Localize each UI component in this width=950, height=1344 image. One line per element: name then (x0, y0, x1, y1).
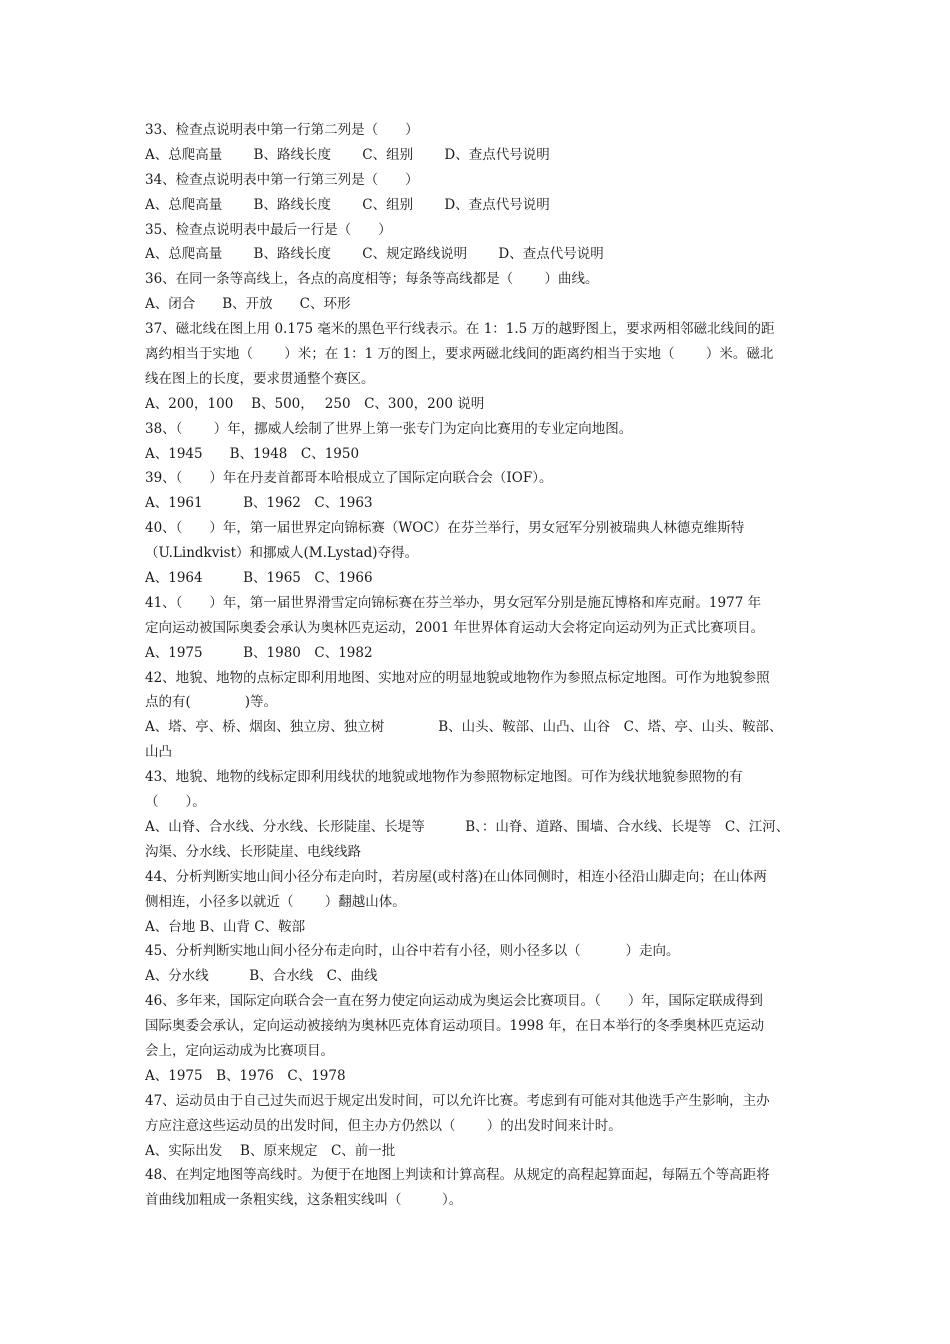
options-36: A、闭合 B、开放 C、环形 (145, 296, 351, 313)
question-36: 36、在同一条等高线上，各点的高度相等；每条等高线都是（ ）曲线。 (145, 271, 599, 288)
question-43-cont: （ ）。 (145, 794, 206, 811)
options-44: A、台地 B、山背 C、鞍部 (145, 918, 306, 935)
options-41: A、1975 B、1980 C、1982 (145, 644, 373, 661)
options-45: A、分水线 B、合水线 C、曲线 (145, 968, 378, 985)
question-47: 47、运动员由于自己过失而迟于规定出发时间，可以允许比赛。考虑到有可能对其他选手产生影响，主办 (145, 1092, 770, 1109)
question-37-cont: 线在图上的长度，要求贯通整个赛区。 (145, 370, 375, 387)
question-40-cont: （U.Lindkvist）和挪威人(M.Lystad)夺得。 (145, 545, 419, 562)
question-37-cont: 离约相当于实地（ ）米；在 1：1 万的图上，要求两磁北线间的距离约相当于实地（ ）米。磁北 (145, 346, 774, 363)
options-35: A、总爬高量 B、路线长度 C、规定路线说明 D、查点代号说明 (145, 246, 604, 263)
question-47-cont: 方应注意这些运动员的出发时间，但主办方仍然以（ ）的出发时间来计时。 (145, 1117, 622, 1134)
question-39: 39、（ ）年在丹麦首都哥本哈根成立了国际定向联合会（IOF）。 (145, 470, 553, 487)
question-41-cont: 定向运动被国际奥委会承认为奥林匹克运动，2001 年世界体育运动大会将定向运动列为正式比赛项目。 (145, 619, 765, 636)
options-40: A、1964 B、1965 C、1966 (145, 570, 373, 587)
question-list (145, 118, 825, 1213)
options-34: A、总爬高量 B、路线长度 C、组别 D、查点代号说明 (145, 196, 550, 213)
options-43-cont: 沟渠、分水线、长形陡崖、电线线路 (145, 843, 361, 860)
question-40: 40、（ ）年，第一届世界定向锦标赛（WOC）在芬兰举行，男女冠军分别被瑞典人林德克维斯特 (145, 520, 745, 537)
options-33: A、总爬高量 B、路线长度 C、组别 D、查点代号说明 (145, 146, 550, 163)
options-38: A、1945 B、1948 C、1950 (145, 445, 360, 462)
question-45: 45、分析判断实地山间小径分布走向时，山谷中若有小径，则小径多以（ ）走向。 (145, 943, 680, 960)
question-38: 38、（ ）年，挪威人绘制了世界上第一张专门为定向比赛用的专业定向地图。 (145, 420, 633, 437)
options-47: A、实际出发 B、原来规定 C、前一批 (145, 1142, 396, 1159)
question-46-cont: 国际奥委会承认，定向运动被接纳为奥林匹克体育运动项目。1998 年，在日本举行的冬季奥林匹克运动 (145, 1018, 765, 1035)
question-42-cont: 点的有( )等。 (145, 694, 278, 711)
question-46-cont: 会上，定向运动成为比赛项目。 (145, 1042, 334, 1059)
question-41: 41、（ ）年，第一届世界滑雪定向锦标赛在芬兰举办，男女冠军分别是施瓦博格和库克耐。1977 年 (145, 594, 762, 611)
question-33: 33、检查点说明表中第一行第二列是（ ） (145, 122, 419, 138)
options-39: A、1961 B、1962 C、1963 (145, 495, 373, 512)
options-46: A、1975 B、1976 C、1978 (145, 1067, 346, 1084)
question-44: 44、分析判断实地山间小径分布走向时，若房屋(或村落)在山体同侧时，相连小径沿山脚走向；在山体两 (145, 868, 767, 885)
options-42: A、塔、亭、桥、烟囱、独立房、独立树 B、山头、鞍部、山凸、山谷 C、塔、亭、山头、鞍部、 (145, 719, 783, 736)
question-42: 42、地貌、地物的点标定即利用地图、实地对应的明显地貌或地物作为参照点标定地图。可作为地貌参照 (145, 669, 770, 686)
question-43: 43、地貌、地物的线标定即利用线状的地貌或地物作为参照物标定地图。可作为线状地貌参照物的有 (145, 769, 743, 786)
question-35: 35、检查点说明表中最后一行是（ ） (145, 221, 392, 238)
question-46: 46、多年来，国际定向联合会一直在努力使定向运动成为奥运会比赛项目。（ ）年，国际定联成得到 (145, 993, 763, 1010)
question-48: 48、在判定地图等高线时。为便于在地图上判读和计算高程。从规定的高程起算面起，每隔五个等高距将 (145, 1167, 770, 1184)
options-42-cont: 山凸 (145, 744, 172, 761)
options-43: A、山脊、合水线、分水线、长形陡崖、长堤等 B、：山脊、道路、围墙、合水线、长堤等 C、江河、 (145, 818, 790, 835)
question-44-cont: 侧相连，小径多以就近（ ）翻越山体。 (145, 893, 406, 910)
options-37: A、200，100 B、500， 250 C、300，200 说明 (145, 395, 485, 412)
question-48-cont: 首曲线加粗成一条粗实线，这条粗实线叫（ ）。 (145, 1192, 463, 1209)
question-37: 37、磁北线在图上用 0.175 毫米的黑色平行线表示。在 1：1.5 万的越野图上，要求两相邻磁北线间的距 (145, 321, 775, 338)
question-34: 34、检查点说明表中第一行第三列是（ ） (145, 171, 419, 188)
